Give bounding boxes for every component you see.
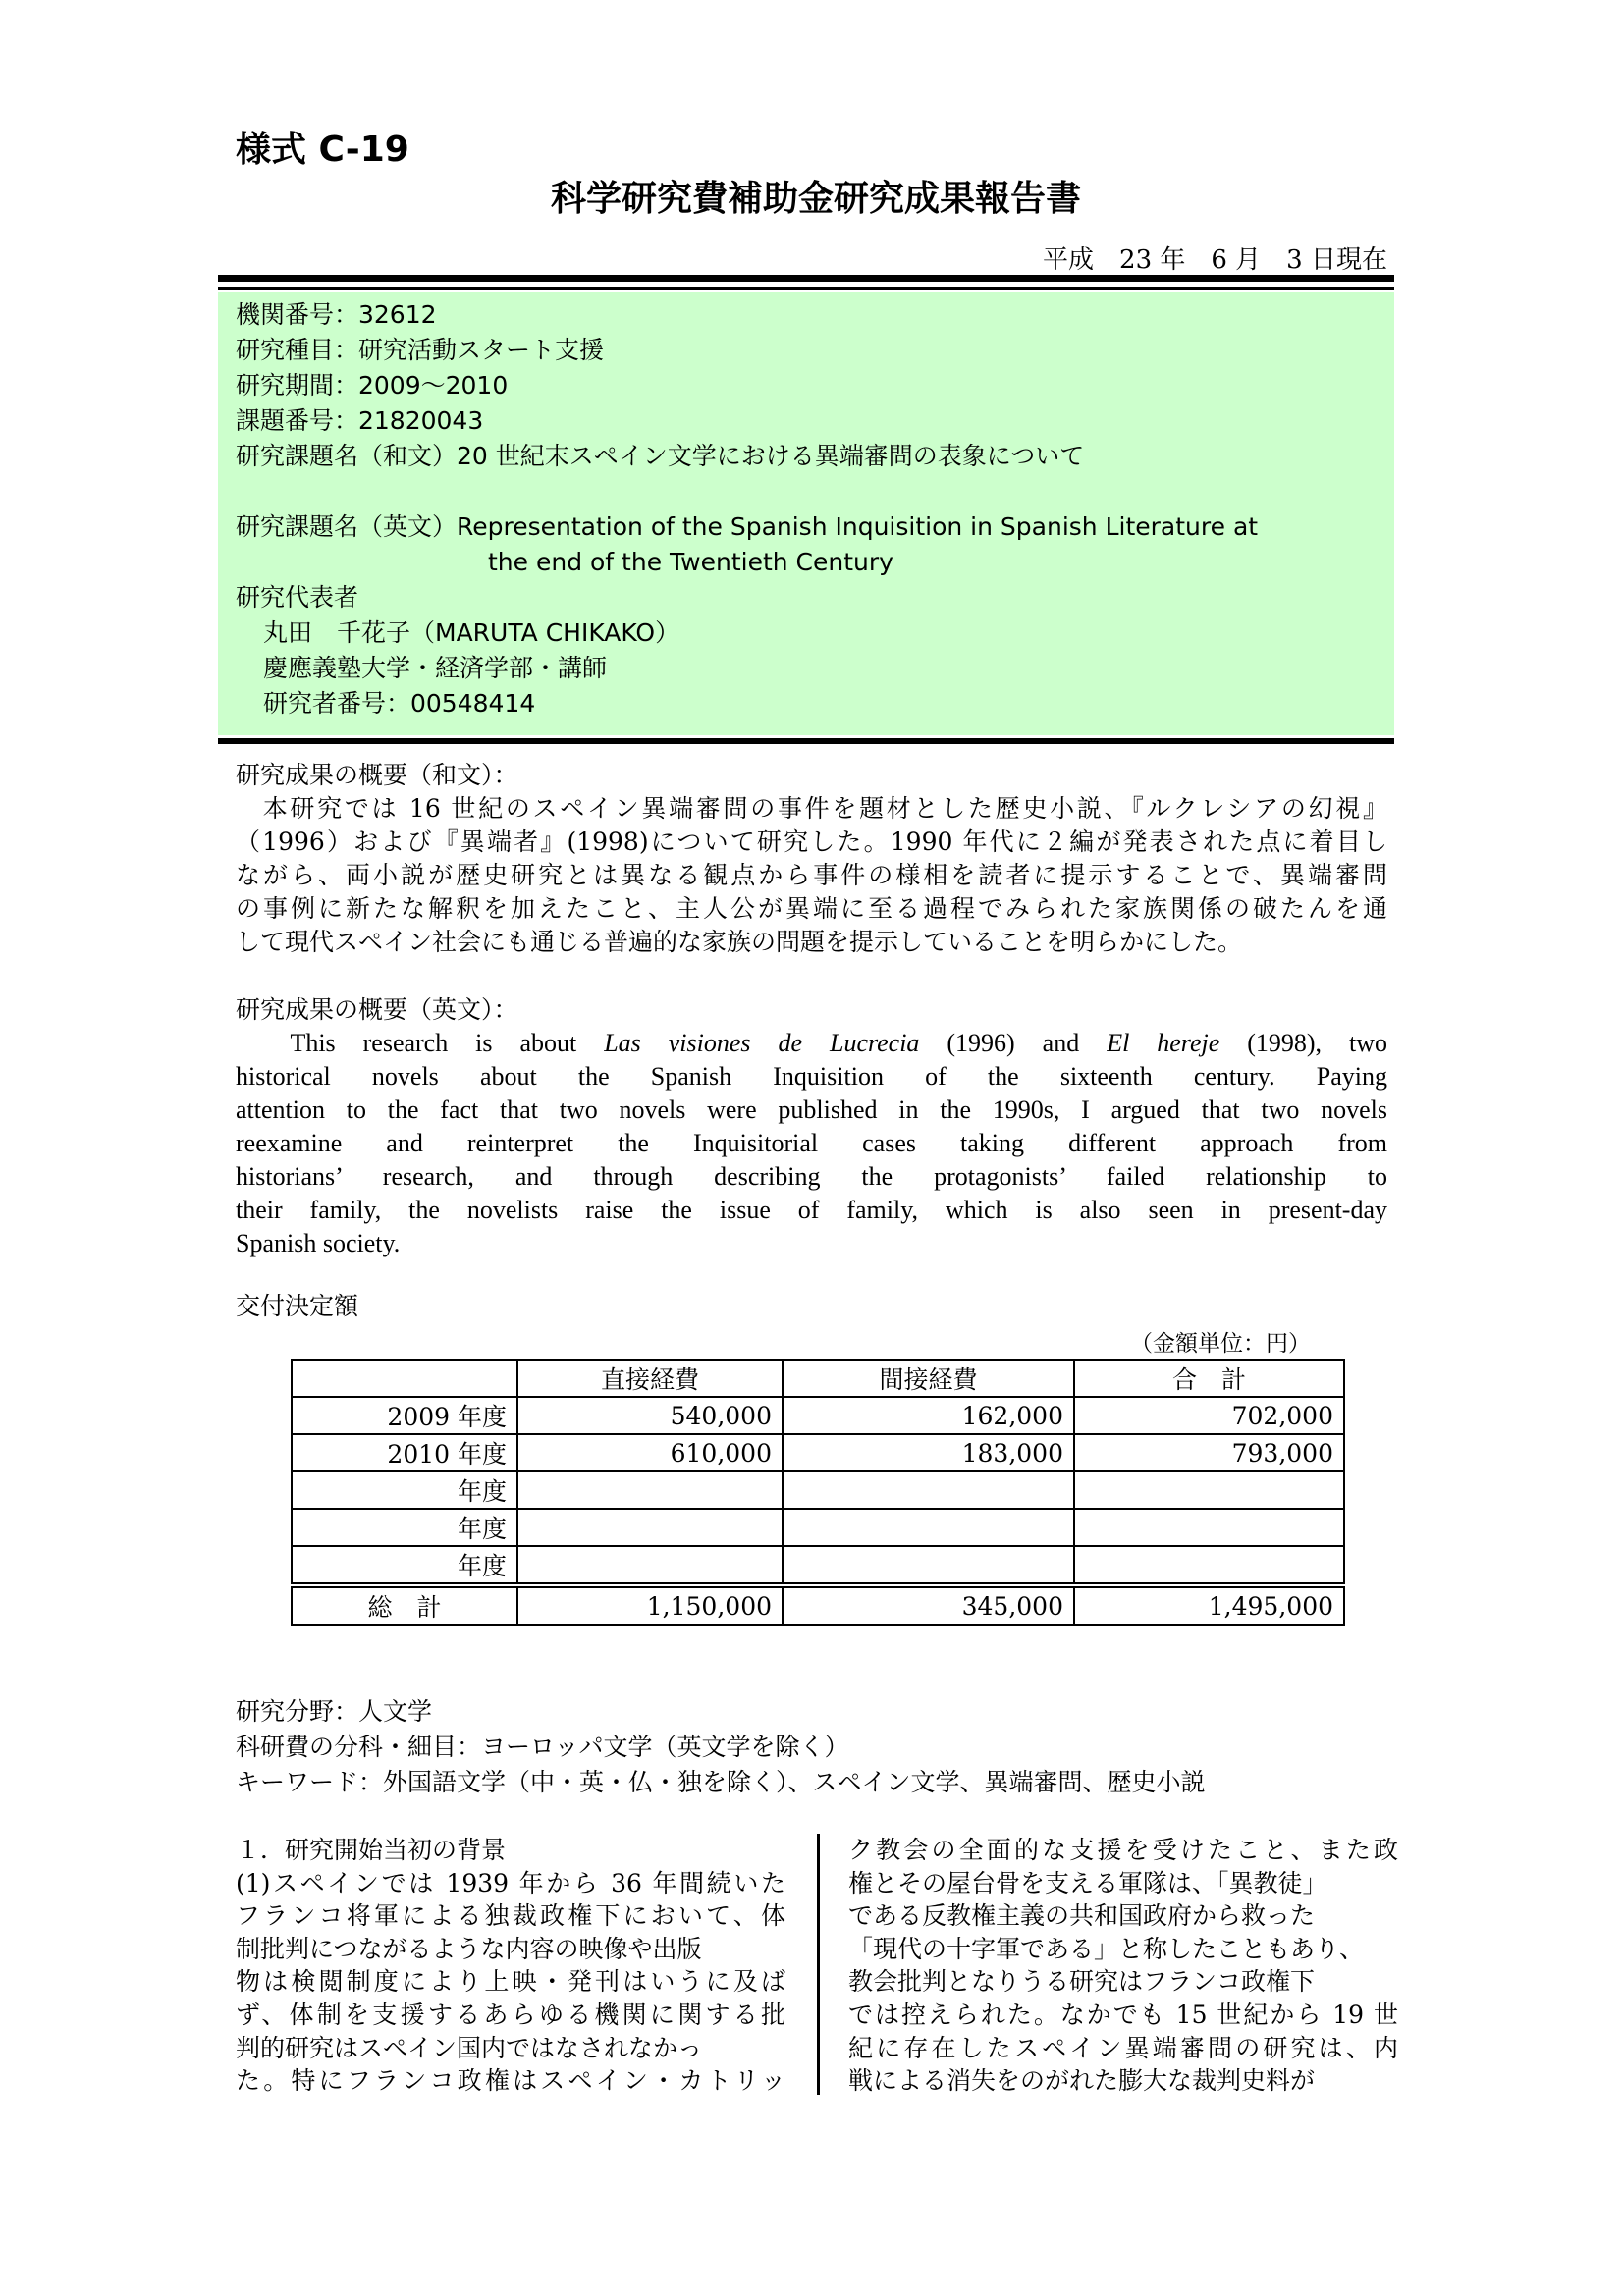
row-total: 793,000 [1074,1434,1344,1471]
fiscal-year: 2009 年度 [292,1397,517,1434]
summary-en-heading: 研究成果の概要（英文）： [236,995,518,1024]
column-header: 間接経費 [783,1360,1074,1397]
summary-en-text [236,1027,1387,1260]
report-date: 平成 23 年 6 月 3 日現在 [1043,245,1387,275]
body-line: 教会批判となりうる研究はフランコ政権下 [848,1967,1316,1997]
body-line: 権とその屋台骨を支える軍隊は、「異教徒」 [848,1868,1327,1897]
body-line: ず、体制を支援するあらゆる機関に関する批 [236,2000,785,2029]
body-line: １．研究開始当初の背景 [236,1836,507,1864]
summary-en-line: their family, the novelists raise the issue of family, which is also seen in present-day [236,1196,1387,1224]
body-line: である反教権主義の共和国政府から救った [848,1901,1316,1931]
body-line: フランコ将軍による独裁政権下において、体 [236,1901,785,1931]
body-line: では控えられた。なかでも 15 世紀から 19 世 [848,2000,1398,2029]
total-label: 総 計 [292,1585,517,1625]
novel-title: Las visiones de Lucrecia [604,1029,920,1057]
fiscal-year: 年度 [292,1471,517,1509]
body-line: た。特にフランコ政権はスペイン・カトリッ [236,2066,785,2096]
body-line: (1)スペインでは 1939 年から 36 年間続いた [236,1868,785,1897]
investigator-affiliation: 慶應義塾大学・経済学部・講師 [263,654,608,682]
table-header-row [292,1360,1344,1397]
column-header: 直接経費 [517,1360,783,1397]
grant-heading: 交付決定額 [236,1292,359,1320]
form-code: 様式 C-19 [236,130,409,170]
institution-number: 機関番号：32612 [236,300,437,329]
indirect-cost [783,1471,1074,1509]
summary-en-line [236,1027,1387,1060]
body-left-column [236,1834,785,2098]
keywords: キーワード：外国語文学（中・英・仏・独を除く）、スペイン文学、異端審問、歴史小説 [236,1768,1206,1796]
indirect-cost: 183,000 [783,1434,1074,1471]
table-row [292,1546,1344,1585]
table-row [292,1509,1344,1546]
body-line: 制批判につながるような内容の映像や出版 [236,1934,702,1963]
research-category: 研究種目：研究活動スタート支援 [236,336,605,364]
indirect-cost [783,1509,1074,1546]
total-direct: 1,150,000 [517,1585,783,1625]
row-total [1074,1471,1344,1509]
novel-title: El hereje [1107,1029,1220,1057]
direct-cost [517,1509,783,1546]
direct-cost [517,1546,783,1585]
row-total [1074,1546,1344,1585]
text: (1996) and [919,1029,1108,1057]
total-row [292,1585,1344,1625]
investigator-name: 丸田 千花子（MARUTA CHIKAKO） [263,618,680,647]
project-number: 課題番号：21820043 [236,406,484,435]
table-row [292,1397,1344,1434]
grant-table [291,1359,1345,1626]
info-box-rule [218,738,1394,744]
header-rule-thick [218,275,1394,282]
body-line: 紀に存在したスペイン異端審問の研究は、内 [848,2033,1398,2062]
total-indirect: 345,000 [783,1585,1074,1625]
unit-note: （金額単位：円） [1130,1331,1311,1357]
summary-en-line: reexamine and reinterpret the Inquisitorial cases taking different approach from [236,1129,1387,1157]
body-line: 物は検閲制度により上映・発刊はいうに及ば [236,1967,785,1997]
summary-ja-line: 本研究では 16 世紀のスペイン異端審問の事件を題材とした歴史小説、『ルクレシアの幻視』 [236,794,1387,823]
row-total [1074,1509,1344,1546]
fiscal-year: 2010 年度 [292,1434,517,1471]
summary-ja-line: （1996）および『異端者』(1998)について研究した。1990 年代に２編が発表された点に着目し [236,828,1387,856]
header-rule-thin [218,287,1394,290]
text: (1998), two [1219,1029,1387,1057]
body-line: 判的研究はスペイン国内ではなされなかっ [236,2033,703,2062]
column-header: 合 計 [1074,1360,1344,1397]
direct-cost: 610,000 [517,1434,783,1471]
summary-ja-line: の事例に新たな解釈を加えたこと、主人公が異端に至る過程でみられた家族関係の破たんを通 [236,894,1387,923]
document-title: 科学研究費補助金研究成果報告書 [550,179,1081,219]
table-row [292,1471,1344,1509]
body-line: 戦による消失をのがれた膨大な裁判史料が [848,2066,1316,2096]
summary-en-line: historians’ research, and through describing the protagonists’ failed relationship to [236,1162,1387,1191]
summary-ja-heading: 研究成果の概要（和文）： [236,761,518,789]
research-period: 研究期間：2009～2010 [236,371,509,400]
indirect-cost [783,1546,1074,1585]
summary-ja-text [236,792,1387,959]
research-field: 研究分野：人文学 [236,1697,433,1726]
summary-en-line: Spanish society. [236,1229,401,1257]
summary-en-line: historical novels about the Spanish Inquisition of the sixteenth century. Paying [236,1062,1387,1091]
principal-investigator-label: 研究代表者 [236,583,359,612]
table-row [292,1434,1344,1471]
text: This research is about [236,1029,605,1057]
column-divider [817,1834,820,2095]
project-info-box [218,292,1394,735]
column-header [292,1360,517,1397]
project-title-en-cont: the end of the Twentieth Century [488,548,893,576]
body-line: 「現代の十字軍である」と称したこともあり、 [848,1934,1365,1963]
direct-cost [517,1471,783,1509]
indirect-cost: 162,000 [783,1397,1074,1434]
direct-cost: 540,000 [517,1397,783,1434]
summary-en-line: attention to the fact that two novels were published in the 1990s, I argued that two novels [236,1095,1387,1124]
summary-ja-line: ながら、両小説が歴史研究とは異なる観点から事件の様相を読者に提示することで、異端審問 [236,861,1387,889]
row-total: 702,000 [1074,1397,1344,1434]
total-sum: 1,495,000 [1074,1585,1344,1625]
summary-ja-line: して現代スペイン社会にも通じる普遍的な家族の問題を提示していることを明らかにした。 [236,928,1243,956]
project-title-ja: 研究課題名（和文）20 世紀末スペイン文学における異端審問の表象について [236,442,1085,470]
fiscal-year: 年度 [292,1546,517,1585]
researcher-number: 研究者番号：00548414 [263,689,536,718]
body-right-column [848,1834,1398,2098]
project-title-en: 研究課題名（英文）Representation of the Spanish Inquisition in Spanish Literature at [236,512,1259,541]
body-line: ク教会の全面的な支援を受けたこと、また政 [848,1836,1398,1864]
fiscal-year: 年度 [292,1509,517,1546]
subject-classification: 科研費の分科・細目：ヨーロッパ文学（英文学を除く） [236,1733,849,1761]
